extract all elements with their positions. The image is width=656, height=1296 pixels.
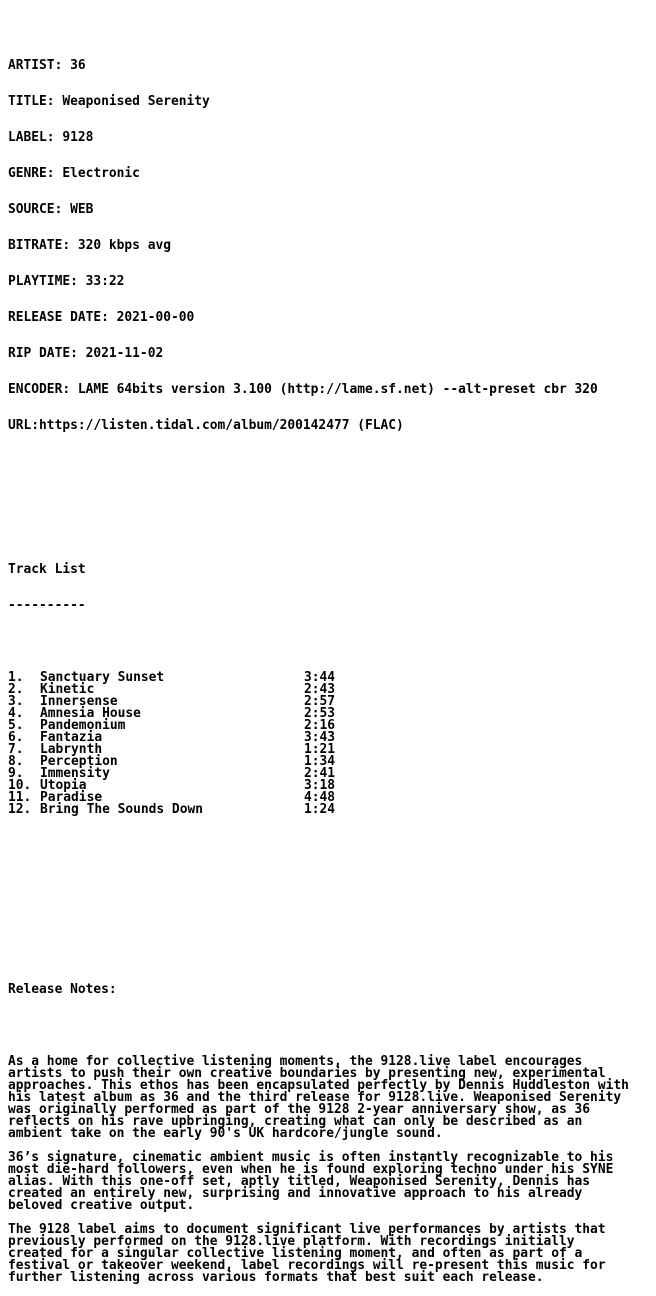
header-encoder: ENCODER: LAME 64bits version 3.100 (http://lame.sf.net) --alt-preset cbr 320: [8, 382, 598, 397]
release-notes-paragraph: [8, 1152, 629, 1212]
release-notes-line: was originally performed as part of the 9128 2-year anniversary show, as 36: [8, 1102, 591, 1117]
track-row: [8, 684, 629, 696]
release-notes-line: created an entirely new, surprising and innovative approach to his already: [8, 1186, 583, 1201]
release-notes-line: festival or takeover weekend, label recordings will re-present this music for: [8, 1258, 606, 1273]
track-title: Pandemonium: [40, 718, 126, 733]
track-duration: 4:48: [304, 790, 336, 805]
track-row: [8, 756, 629, 768]
track-title: Perception: [40, 754, 118, 769]
header-label: LABEL: 9128: [8, 130, 94, 145]
track-title: Sanctuary Sunset: [40, 670, 165, 685]
track-number: 1.: [8, 670, 24, 685]
track-duration: 2:53: [304, 706, 336, 721]
track-list: [8, 672, 629, 816]
release-notes-line: reflects on his rave upbringing, creating what can only be described as an: [8, 1114, 583, 1129]
release-notes-line: his latest album as 36 and the third release for 9128.live. Weaponised Serenity: [8, 1090, 622, 1105]
blank-line: [8, 1140, 629, 1152]
nfo-text-document: [8, 12, 629, 1296]
header-genre: GENRE: Electronic: [8, 166, 140, 181]
track-duration: 1:21: [304, 742, 336, 757]
track-duration: 1:34: [304, 754, 336, 769]
track-duration: 2:41: [304, 766, 336, 781]
track-title: Kinetic: [40, 682, 95, 697]
blank-line: [8, 1212, 629, 1224]
track-number: 4.: [8, 706, 24, 721]
track-title: Bring The Sounds Down: [40, 802, 203, 817]
header-source: SOURCE: WEB: [8, 202, 94, 217]
track-duration: 3:44: [304, 670, 336, 685]
release-notes-section: [8, 960, 629, 1296]
header-title: TITLE: Weaponised Serenity: [8, 94, 210, 109]
header-playtime: PLAYTIME: 33:22: [8, 274, 125, 289]
track-number: 2.: [8, 682, 24, 697]
tracklist-heading: Track List: [8, 562, 86, 577]
header-bitrate: BITRATE: 320 kbps avg: [8, 238, 171, 253]
tracklist-underline: ----------: [8, 598, 86, 613]
tracklist-section: [8, 540, 629, 840]
track-title: Amnesia House: [40, 706, 141, 721]
release-notes-line: artists to push their own creative boundaries by presenting new, experimental: [8, 1066, 606, 1081]
track-number: 9.: [8, 766, 24, 781]
release-notes-line: 36’s signature, cinematic ambient music is often instantly recognizable to his: [8, 1150, 614, 1165]
track-row: [8, 744, 629, 756]
release-notes-line: further listening across various formats that best suit each release.: [8, 1270, 544, 1285]
track-duration: 2:16: [304, 718, 336, 733]
blank-line: [8, 636, 629, 648]
track-title: Labrynth: [40, 742, 103, 757]
track-duration: 2:57: [304, 694, 336, 709]
release-notes-line: The 9128 label aims to document significant live performances by artists that: [8, 1222, 606, 1237]
release-notes-line: most die-hard followers, even when he is found exploring techno under his SYNE: [8, 1162, 614, 1177]
track-number: 8.: [8, 754, 24, 769]
track-title: Fantazia: [40, 730, 103, 745]
header-release-date: RELEASE DATE: 2021-00-00: [8, 310, 195, 325]
track-title: Innersense: [40, 694, 118, 709]
track-row: [8, 696, 629, 708]
release-notes-line: alias. With this one-off set, aptly titled, Weaponised Serenity, Dennis has: [8, 1174, 591, 1189]
track-title: Immensity: [40, 766, 110, 781]
track-number: 6.: [8, 730, 24, 745]
track-number: 12.: [8, 802, 32, 817]
track-duration: 3:18: [304, 778, 336, 793]
track-row: [8, 708, 629, 720]
track-title: Utopia: [40, 778, 87, 793]
track-row: [8, 720, 629, 732]
track-number: 11.: [8, 790, 32, 805]
track-number: 3.: [8, 694, 24, 709]
track-row: [8, 780, 629, 792]
header-block: [8, 36, 629, 456]
track-duration: 3:43: [304, 730, 336, 745]
track-row: [8, 792, 629, 804]
track-title: Paradise: [40, 790, 103, 805]
track-row: [8, 804, 629, 816]
release-notes-line: As a home for collective listening moments, the 9128.live label encourages: [8, 1054, 583, 1069]
blank-line: [8, 912, 629, 924]
track-row: [8, 732, 629, 744]
track-number: 7.: [8, 742, 24, 757]
header-rip-date: RIP DATE: 2021-11-02: [8, 346, 164, 361]
release-notes-paragraph: [8, 1056, 629, 1140]
track-number: 10.: [8, 778, 32, 793]
track-duration: 2:43: [304, 682, 336, 697]
header-artist: ARTIST: 36: [8, 58, 86, 73]
header-url: URL:https://listen.tidal.com/album/200142477 (FLAC): [8, 418, 404, 433]
release-notes-line: approaches. This ethos has been encapsulated perfectly by Dennis Huddleston with: [8, 1078, 629, 1093]
release-notes-line: previously performed on the 9128.live platform. With recordings initially: [8, 1234, 575, 1249]
release-notes-heading: Release Notes:: [8, 982, 117, 997]
track-row: [8, 672, 629, 684]
track-duration: 1:24: [304, 802, 336, 817]
blank-line: [8, 876, 629, 888]
release-notes-paragraph: [8, 1224, 629, 1284]
blank-line: [8, 492, 629, 504]
release-notes-body: [8, 1056, 629, 1284]
track-row: [8, 768, 629, 780]
release-notes-line: created for a singular collective listening moment, and often as part of a: [8, 1246, 583, 1261]
release-notes-line: beloved creative output.: [8, 1198, 195, 1213]
blank-line: [8, 1020, 629, 1032]
track-number: 5.: [8, 718, 24, 733]
release-notes-line: ambient take on the early 90's UK hardcore/jungle sound.: [8, 1126, 443, 1141]
